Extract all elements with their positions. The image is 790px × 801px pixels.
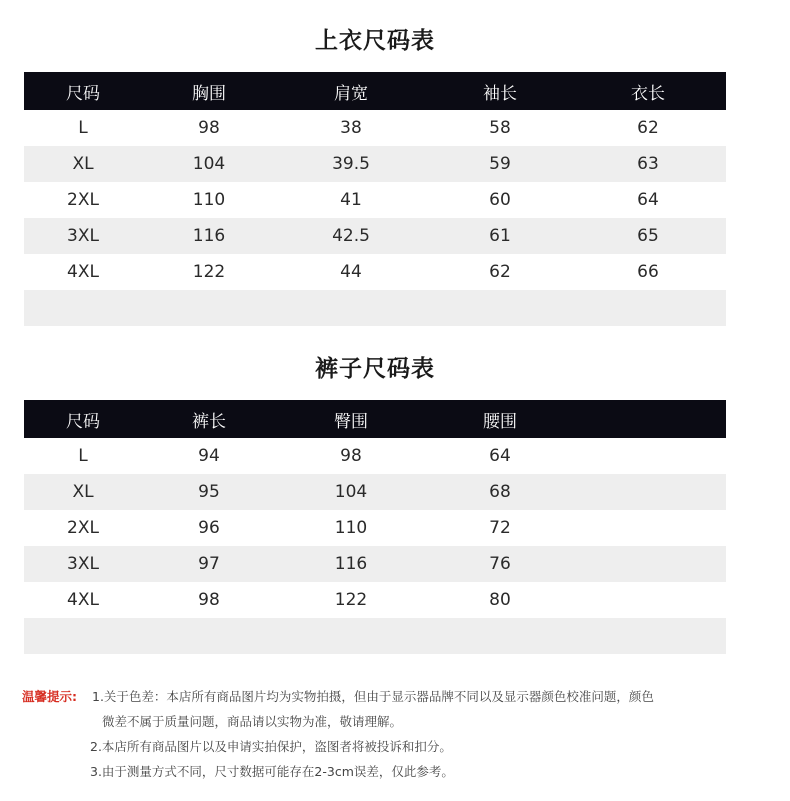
- warm-tips-label: 温馨提示:: [22, 689, 77, 704]
- table-cell: 3XL: [67, 554, 99, 574]
- table-cell: 116: [334, 554, 368, 574]
- header-cell: 尺码: [66, 411, 100, 432]
- tops-table-header: [24, 72, 726, 110]
- table-cell: 59: [489, 154, 511, 174]
- note-color-difference: 1.关于色差：本店所有商品图片均为实物拍摄，但由于显示器品牌不同以及显示器颜色校准问题，颜色: [92, 689, 654, 704]
- table-cell: 38: [340, 118, 362, 138]
- header-cell: 肩宽: [334, 83, 368, 104]
- table-row: [24, 218, 726, 254]
- table-cell: L: [78, 118, 88, 138]
- table-cell: 68: [489, 482, 511, 502]
- table-cell: 4XL: [67, 262, 99, 282]
- table-row: [24, 546, 726, 582]
- table-cell: L: [78, 446, 88, 466]
- table-cell: 62: [637, 118, 659, 138]
- table-row: [24, 474, 726, 510]
- table-cell: 96: [198, 518, 220, 538]
- table-cell: 63: [637, 154, 659, 174]
- table-cell: 80: [489, 590, 511, 610]
- table-row: [24, 582, 726, 618]
- table-cell: 61: [489, 226, 511, 246]
- empty-table-row: [24, 290, 726, 326]
- header-cell: 臀围: [334, 411, 368, 432]
- table-cell: 64: [489, 446, 511, 466]
- table-cell: 98: [340, 446, 362, 466]
- table-cell: 4XL: [67, 590, 99, 610]
- table-cell: 94: [198, 446, 220, 466]
- table-cell: 65: [637, 226, 659, 246]
- table-cell: 95: [198, 482, 220, 502]
- note-measurement-error: 3.由于测量方式不同，尺寸数据可能存在2-3cm误差，仅此参考。: [90, 764, 454, 779]
- note-image-protection: 2.本店所有商品图片以及申请实拍保护，盗图者将被投诉和扣分。: [90, 739, 452, 754]
- table-row: [24, 510, 726, 546]
- table-cell: 122: [334, 590, 368, 610]
- table-row: [24, 146, 726, 182]
- table-cell: 110: [334, 518, 368, 538]
- table-cell: 39.5: [332, 154, 370, 174]
- table-cell: 60: [489, 190, 511, 210]
- table-cell: 104: [334, 482, 368, 502]
- table-cell: 58: [489, 118, 511, 138]
- table-cell: 116: [192, 226, 226, 246]
- table-cell: 97: [198, 554, 220, 574]
- tops-size-table: [24, 72, 726, 326]
- table-cell: 98: [198, 590, 220, 610]
- table-cell: 98: [198, 118, 220, 138]
- table-cell: 3XL: [67, 226, 99, 246]
- table-row: [24, 110, 726, 146]
- header-cell: 袖长: [483, 83, 517, 104]
- table-row: [24, 438, 726, 474]
- note-color-difference-continued: 微差不属于质量问题，商品请以实物为准，敬请理解。: [102, 714, 403, 729]
- table-cell: 66: [637, 262, 659, 282]
- pants-size-chart-title: 裤子尺码表: [315, 356, 435, 382]
- header-cell: 腰围: [483, 411, 517, 432]
- table-cell: 72: [489, 518, 511, 538]
- table-cell: 44: [340, 262, 362, 282]
- table-cell: 122: [192, 262, 226, 282]
- table-cell: 76: [489, 554, 511, 574]
- table-cell: 2XL: [67, 190, 99, 210]
- table-cell: 41: [340, 190, 362, 210]
- table-cell: 104: [192, 154, 226, 174]
- table-cell: 62: [489, 262, 511, 282]
- table-cell: 42.5: [332, 226, 370, 246]
- table-cell: 64: [637, 190, 659, 210]
- empty-table-row: [24, 618, 726, 654]
- header-cell: 胸围: [192, 83, 226, 104]
- table-row: [24, 182, 726, 218]
- table-cell: XL: [72, 482, 94, 502]
- table-cell: XL: [72, 154, 94, 174]
- header-cell: 尺码: [66, 83, 100, 104]
- pants-table-header: [24, 400, 726, 438]
- table-row: [24, 254, 726, 290]
- header-cell: 衣长: [631, 83, 665, 104]
- table-cell: 110: [192, 190, 226, 210]
- table-cell: 2XL: [67, 518, 99, 538]
- tops-size-chart-title: 上衣尺码表: [315, 28, 435, 54]
- pants-size-table: [24, 400, 726, 654]
- header-cell: 裤长: [192, 411, 226, 432]
